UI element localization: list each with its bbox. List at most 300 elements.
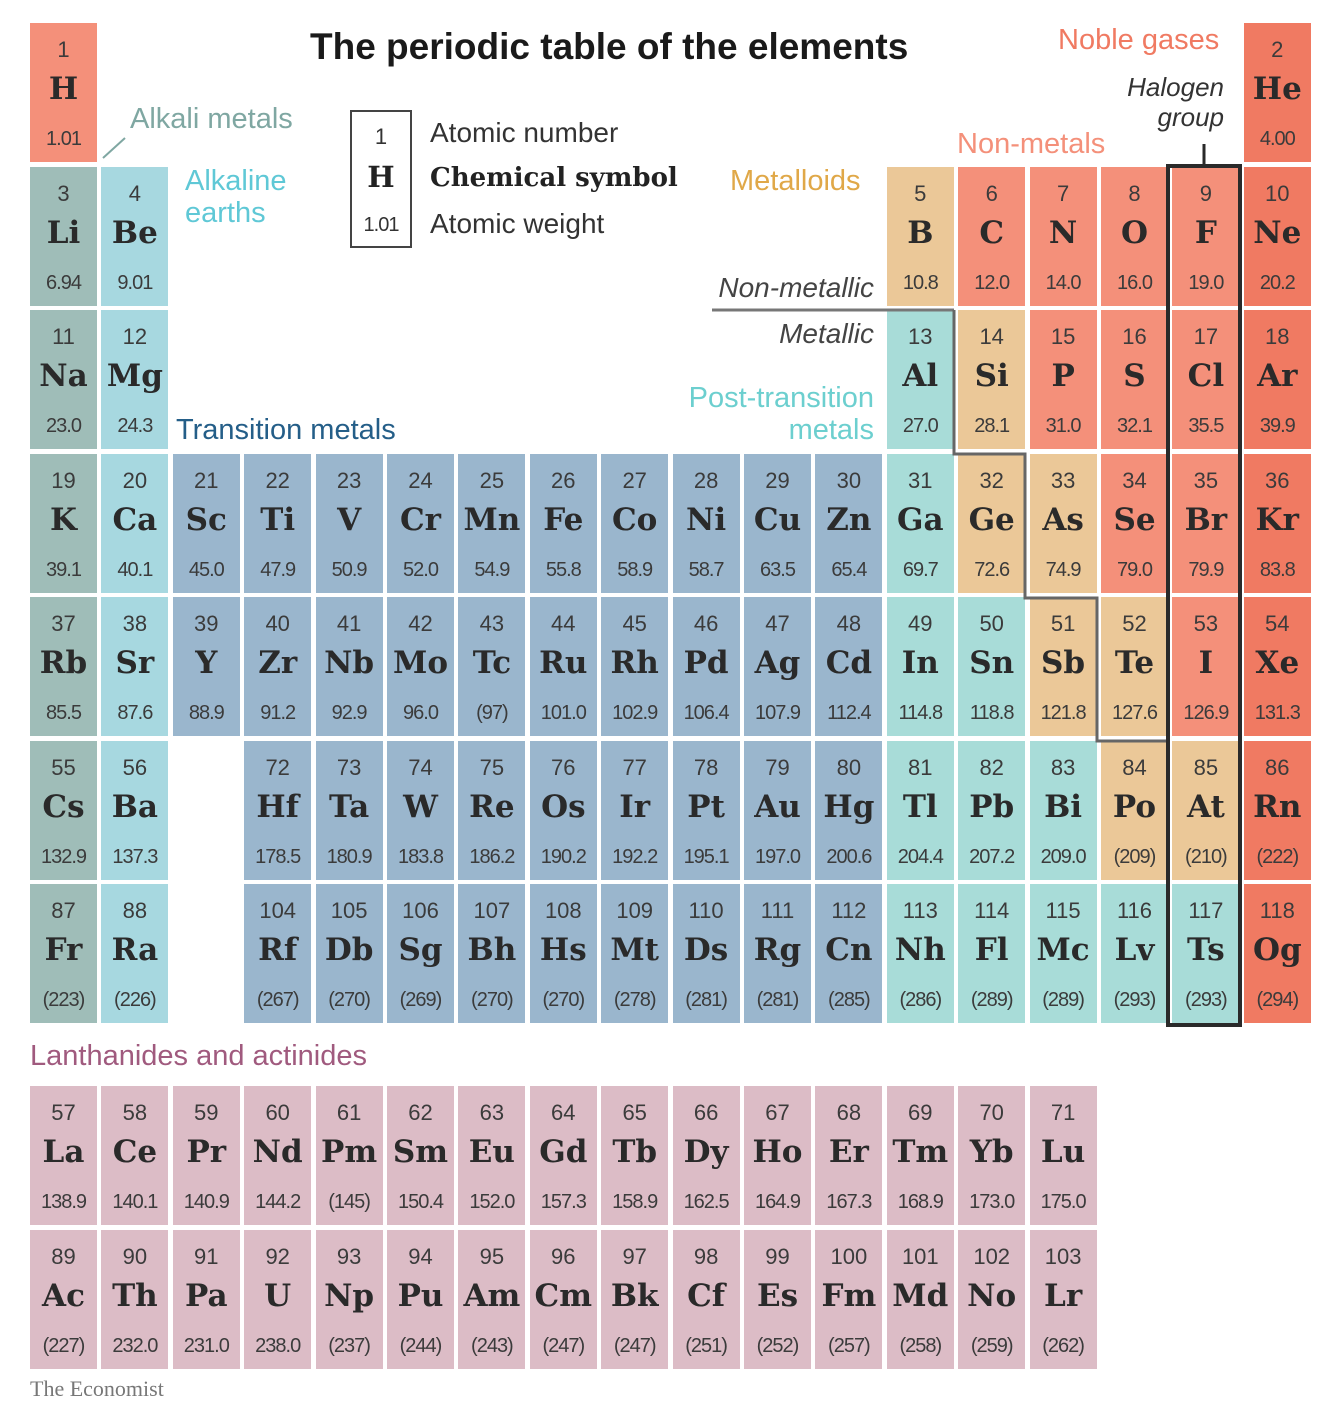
atomic-weight: 126.9: [1183, 702, 1229, 724]
atomic-number: 65: [622, 1100, 647, 1125]
element-cell-pa: [173, 1230, 240, 1369]
post-transition-label-line2: metals: [788, 414, 874, 446]
chemical-symbol: Tl: [902, 788, 938, 825]
atomic-weight: (226): [114, 989, 156, 1011]
atomic-number: 19: [51, 467, 76, 493]
chemical-symbol: Sr: [115, 645, 155, 681]
element-cell-bk: [601, 1230, 668, 1369]
chemical-symbol: Mg: [106, 358, 163, 394]
atomic-weight: 58.9: [617, 558, 653, 581]
chemical-symbol: Eu: [468, 1134, 515, 1170]
element-cell-sn: [958, 597, 1025, 736]
chemical-symbol: Si: [974, 358, 1009, 394]
atomic-number: 78: [693, 754, 719, 780]
atomic-weight: 91.2: [260, 702, 296, 724]
atomic-weight: (243): [471, 1334, 513, 1357]
element-cell-ac: [30, 1230, 97, 1369]
element-cell-s: [1101, 310, 1168, 449]
atomic-number: 58: [122, 1100, 148, 1125]
element-cell-np: [316, 1230, 383, 1369]
element-cell-th: [101, 1230, 168, 1369]
atomic-weight: 138.9: [40, 1191, 87, 1213]
atomic-weight: 114.8: [898, 702, 943, 724]
atomic-number: 12: [122, 324, 148, 349]
chemical-symbol: K: [50, 501, 77, 538]
element-cell-cm: [530, 1230, 597, 1369]
element-cell-ho: [744, 1086, 811, 1225]
atomic-weight: 10.8: [902, 271, 938, 294]
atomic-weight: 39.9: [1259, 415, 1295, 437]
atomic-weight: 27.0: [902, 415, 938, 437]
chemical-symbol: Nh: [894, 932, 946, 968]
chemical-symbol: Ca: [112, 501, 158, 538]
atomic-number: 71: [1050, 1100, 1076, 1125]
atomic-weight: (293): [1113, 989, 1156, 1011]
atomic-number: 107: [473, 898, 511, 923]
element-cell-nh: [887, 884, 954, 1023]
atomic-weight: 87.6: [117, 702, 153, 724]
element-cell-h: [30, 23, 97, 162]
element-cell-si: [958, 310, 1025, 449]
element-cell-mt: [601, 884, 668, 1023]
element-cell-hg: [815, 741, 882, 880]
atomic-weight: 28.1: [974, 415, 1010, 437]
element-cell-md: [887, 1230, 954, 1369]
chemical-symbol: Rg: [753, 932, 802, 968]
atomic-weight: 197.0: [754, 845, 801, 868]
chemical-symbol: C: [979, 214, 1005, 251]
atomic-weight: 20.2: [1259, 271, 1295, 294]
chemical-symbol: Mo: [393, 645, 448, 681]
element-cell-tb: [601, 1086, 668, 1225]
chemical-symbol: Pu: [397, 1277, 444, 1314]
chemical-symbol: Np: [324, 1277, 375, 1314]
chemical-symbol: Gd: [539, 1134, 588, 1170]
element-cell-os: [530, 741, 597, 880]
atomic-number: 75: [479, 754, 505, 780]
element-cell-al: [887, 310, 954, 449]
atomic-number: 93: [336, 1243, 362, 1269]
atomic-number: 82: [979, 754, 1004, 780]
atomic-weight: 209.0: [1040, 845, 1086, 868]
atomic-number: 72: [265, 754, 290, 780]
atomic-number: 76: [551, 754, 576, 780]
element-cell-er: [815, 1086, 882, 1225]
atomic-number: 87: [51, 898, 76, 923]
chemical-symbol: N: [1048, 214, 1078, 251]
atomic-number: 112: [831, 898, 867, 923]
atomic-weight: 54.9: [474, 558, 510, 581]
non-metals-label: Non-metals: [957, 128, 1106, 160]
atomic-number: 102: [973, 1243, 1011, 1269]
chemical-symbol: Sn: [969, 645, 1015, 681]
chemical-symbol: Sb: [1041, 645, 1086, 681]
element-cell-f: [1172, 167, 1239, 306]
atomic-number: 4: [128, 180, 142, 206]
element-cell-se: [1101, 454, 1168, 593]
element-cell-yb: [958, 1086, 1025, 1225]
chemical-symbol: Ti: [260, 501, 296, 538]
element-cell-ti: [244, 454, 311, 593]
atomic-weight: 132.9: [40, 845, 87, 868]
atomic-weight: 112.4: [827, 702, 871, 724]
chemical-symbol: Sm: [392, 1134, 449, 1170]
atomic-weight: 16.0: [1117, 271, 1152, 294]
atomic-weight: (285): [828, 989, 870, 1011]
atomic-number: 90: [122, 1243, 148, 1269]
atomic-weight: (278): [613, 989, 656, 1011]
atomic-number: 103: [1044, 1243, 1082, 1269]
element-cell-cu: [744, 454, 811, 593]
element-cell-ra: [101, 884, 168, 1023]
element-cell-lv: [1101, 884, 1168, 1023]
atomic-number: 13: [908, 324, 933, 349]
element-cell-ag: [744, 597, 811, 736]
atomic-number: 110: [688, 898, 724, 923]
element-cell-u: [244, 1230, 311, 1369]
atomic-weight: (244): [399, 1334, 442, 1357]
atomic-number: 45: [622, 611, 647, 636]
atomic-number: 52: [1122, 611, 1147, 636]
atomic-number: 38: [122, 611, 148, 636]
element-cell-ir: [601, 741, 668, 880]
chemical-symbol: Cl: [1187, 358, 1225, 394]
atomic-weight: 101.0: [540, 702, 586, 724]
element-cell-fm: [815, 1230, 882, 1369]
atomic-number: 109: [616, 898, 654, 923]
atomic-number: 30: [836, 467, 862, 493]
chemical-symbol: Sc: [185, 501, 227, 538]
chemical-symbol: Ts: [1187, 932, 1225, 968]
atomic-weight: 83.8: [1259, 558, 1295, 581]
chemical-symbol: At: [1186, 788, 1225, 825]
chemical-symbol: Ne: [1253, 214, 1302, 251]
element-cell-mo: [387, 597, 454, 736]
element-cell-lu: [1030, 1086, 1097, 1225]
atomic-number: 105: [330, 898, 368, 923]
atomic-number: 62: [408, 1100, 433, 1125]
atomic-weight: 140.9: [183, 1191, 229, 1213]
legend-key-box: [350, 110, 412, 248]
atomic-number: 14: [979, 324, 1004, 349]
atomic-weight: 63.5: [760, 558, 795, 581]
atomic-number: 29: [765, 467, 790, 493]
atomic-weight: (262): [1042, 1334, 1084, 1357]
chemical-symbol: Cs: [42, 788, 85, 825]
atomic-number: 86: [1265, 754, 1290, 780]
element-cell-cd: [815, 597, 882, 736]
element-cell-dy: [673, 1086, 740, 1225]
chemical-symbol: Rb: [39, 645, 88, 681]
legend-atomic-weight-label: Atomic weight: [430, 208, 605, 239]
atomic-weight: 238.0: [255, 1334, 301, 1357]
element-cell-ds: [673, 884, 740, 1023]
element-cell-sr: [101, 597, 168, 736]
atomic-number: 39: [194, 611, 219, 636]
atomic-weight: 102.9: [612, 702, 658, 724]
element-cell-p: [1030, 310, 1097, 449]
chemical-symbol: Ar: [1257, 358, 1298, 394]
atomic-number: 21: [194, 467, 219, 493]
element-cell-rb: [30, 597, 97, 736]
atomic-weight: 74.9: [1045, 558, 1081, 581]
atomic-number: 70: [979, 1100, 1004, 1125]
atomic-weight: 85.5: [46, 702, 81, 724]
atomic-number: 6: [985, 180, 998, 206]
element-cell-am: [458, 1230, 525, 1369]
chemical-symbol: Ba: [111, 788, 159, 825]
chemical-symbol: F: [1194, 214, 1217, 251]
element-cell-cs: [30, 741, 97, 880]
element-cell-sm: [387, 1086, 454, 1225]
atomic-weight: 231.0: [183, 1334, 229, 1357]
atomic-number: 60: [265, 1100, 290, 1125]
atomic-number: 106: [402, 898, 439, 923]
chemical-symbol: Mt: [610, 932, 659, 968]
chemical-symbol: Ac: [42, 1277, 85, 1314]
element-cell-na: [30, 310, 97, 449]
chemical-symbol: Er: [828, 1134, 869, 1170]
atomic-number: 89: [51, 1243, 76, 1269]
chemical-symbol: Sg: [398, 932, 443, 968]
element-cell-w: [387, 741, 454, 880]
chemical-symbol: Ag: [754, 645, 801, 681]
atomic-number: 91: [194, 1243, 219, 1269]
atomic-weight: 19.0: [1188, 271, 1224, 294]
element-cell-tl: [887, 741, 954, 880]
element-cell-bi: [1030, 741, 1097, 880]
chemical-symbol: Ho: [752, 1134, 803, 1170]
legend-atomic-number-label: Atomic number: [430, 117, 619, 148]
atomic-number: 73: [336, 754, 362, 780]
atomic-number: 94: [408, 1243, 433, 1269]
chemical-symbol: Fl: [974, 932, 1009, 968]
atomic-weight: (223): [42, 989, 85, 1011]
element-cell-re: [458, 741, 525, 880]
chemical-symbol: Cm: [534, 1277, 593, 1314]
element-cell-be: [101, 167, 168, 306]
element-cell-pb: [958, 741, 1025, 880]
chemical-symbol: Hg: [823, 788, 875, 825]
element-cell-o: [1101, 167, 1168, 306]
element-cell-hf: [244, 741, 311, 880]
element-cell-pu: [387, 1230, 454, 1369]
atomic-number: 96: [551, 1243, 576, 1269]
chemical-symbol: Bk: [610, 1277, 659, 1314]
atomic-number: 37: [51, 611, 76, 636]
atomic-number: 24: [408, 467, 433, 493]
element-cell-bh: [458, 884, 525, 1023]
alkaline-earths-label-line1: Alkaline: [185, 165, 287, 197]
noble-gases-label: Noble gases: [1058, 24, 1220, 56]
chemical-symbol: Os: [541, 788, 586, 825]
atomic-weight: (289): [970, 989, 1013, 1011]
element-cell-og: [1244, 884, 1311, 1023]
element-cell-rn: [1244, 741, 1311, 880]
atomic-weight: (269): [399, 989, 442, 1011]
chemical-symbol: Na: [39, 358, 88, 394]
chemical-symbol: Bi: [1044, 788, 1083, 825]
atomic-weight: 32.1: [1117, 415, 1152, 437]
atomic-number: 1: [57, 37, 70, 62]
element-cell-no: [958, 1230, 1025, 1369]
element-cell-k: [30, 454, 97, 593]
atomic-weight: 118.8: [969, 702, 1014, 724]
source-credit: The Economist: [30, 1376, 164, 1401]
chemical-symbol: Kr: [1255, 501, 1299, 538]
element-cell-ca: [101, 454, 168, 593]
chemical-symbol: I: [1198, 645, 1214, 681]
atomic-number: 79: [765, 754, 790, 780]
atomic-weight: 180.9: [326, 845, 372, 868]
atomic-weight: (281): [756, 989, 799, 1011]
chemical-symbol: No: [967, 1277, 1017, 1314]
transition-metals-label: Transition metals: [176, 414, 396, 446]
atomic-weight: (247): [613, 1334, 656, 1357]
element-cell-db: [316, 884, 383, 1023]
element-cell-po: [1101, 741, 1168, 880]
element-cell-v: [316, 454, 383, 593]
atomic-number: 100: [830, 1243, 868, 1269]
atomic-weight: 157.3: [540, 1191, 586, 1213]
atomic-number: 42: [408, 611, 433, 636]
atomic-weight: 58.7: [688, 558, 724, 581]
chemical-symbol: As: [1042, 501, 1084, 538]
atomic-weight: 192.2: [612, 845, 658, 868]
chemical-symbol: Nb: [324, 645, 375, 681]
atomic-weight: 96.0: [403, 702, 438, 724]
atomic-weight: 35.5: [1188, 415, 1224, 437]
atomic-number: 99: [765, 1243, 790, 1269]
halogen-label-line2: group: [1157, 102, 1224, 132]
atomic-weight: 47.9: [260, 558, 296, 581]
element-cell-eu: [458, 1086, 525, 1225]
atomic-number: 31: [908, 467, 933, 493]
atomic-weight: 55.8: [545, 558, 581, 581]
atomic-weight: 52.0: [403, 558, 438, 581]
chemical-symbol: Cd: [825, 645, 873, 681]
chemical-symbol: Rf: [258, 932, 298, 968]
atomic-weight: 72.6: [974, 558, 1010, 581]
element-cell-ge: [958, 454, 1025, 593]
element-cell-zr: [244, 597, 311, 736]
element-cell-xe: [1244, 597, 1311, 736]
atomic-weight: (270): [471, 989, 513, 1011]
chemical-symbol: Am: [463, 1277, 521, 1314]
element-cell-kr: [1244, 454, 1311, 593]
atomic-weight: 40.1: [117, 558, 153, 581]
atomic-number: 28: [693, 467, 719, 493]
chemical-symbol: Pm: [321, 1134, 378, 1170]
atomic-weight: 92.9: [331, 702, 367, 724]
atomic-number: 16: [1122, 324, 1147, 349]
atomic-number: 68: [836, 1100, 862, 1125]
chemical-symbol: Cu: [753, 501, 802, 538]
atomic-weight: (294): [1256, 989, 1299, 1011]
alkali-metals-label: Alkali metals: [130, 103, 293, 135]
chemical-symbol: Cr: [399, 501, 441, 538]
non-metallic-label: Non-metallic: [718, 272, 874, 303]
chemical-symbol: Zn: [826, 501, 872, 538]
atomic-number: 48: [836, 611, 862, 636]
atomic-weight: 121.8: [1040, 702, 1086, 724]
chemical-symbol: Es: [756, 1277, 799, 1314]
element-cell-y: [173, 597, 240, 736]
atomic-number: 59: [194, 1100, 219, 1125]
atomic-weight: (222): [1256, 845, 1299, 868]
element-cell-es: [744, 1230, 811, 1369]
atomic-weight: 1.01: [46, 128, 81, 150]
chemical-symbol: Fe: [543, 501, 584, 538]
atomic-number: 95: [479, 1243, 505, 1269]
chemical-symbol: Mc: [1036, 932, 1090, 968]
element-cell-mc: [1030, 884, 1097, 1023]
chemical-symbol: Ni: [686, 501, 727, 538]
element-cell-rf: [244, 884, 311, 1023]
atomic-number: 92: [265, 1243, 290, 1269]
chemical-symbol: Ga: [897, 501, 944, 538]
chemical-symbol: Pa: [185, 1277, 228, 1314]
element-cell-he: [1244, 23, 1311, 162]
chemical-symbol: Re: [469, 788, 515, 825]
atomic-weight: 79.9: [1188, 558, 1224, 581]
chemical-symbol: O: [1120, 214, 1148, 251]
atomic-weight: (210): [1185, 845, 1227, 868]
element-cell-br: [1172, 454, 1239, 593]
atomic-number: 8: [1128, 180, 1141, 206]
chemical-symbol: Ds: [683, 932, 729, 968]
atomic-number: 35: [1193, 467, 1219, 493]
element-cell-ga: [887, 454, 954, 593]
atomic-number: 22: [265, 467, 290, 493]
chemical-symbol: Ra: [111, 932, 159, 968]
atomic-weight: 140.1: [112, 1191, 158, 1213]
element-cell-zn: [815, 454, 882, 593]
atomic-weight: (270): [542, 989, 585, 1011]
atomic-weight: 162.5: [683, 1191, 729, 1213]
atomic-number: 101: [901, 1243, 939, 1269]
atomic-number: 114: [974, 898, 1010, 923]
atomic-number: 53: [1193, 611, 1219, 636]
chemical-symbol: Yb: [969, 1134, 1014, 1170]
page-title: The periodic table of the elements: [310, 26, 909, 67]
element-cell-rh: [601, 597, 668, 736]
chemical-symbol: Lu: [1040, 1134, 1086, 1170]
atomic-weight: 207.2: [969, 845, 1015, 868]
atomic-number: 85: [1193, 754, 1219, 780]
legend-key-number: 1: [374, 124, 388, 149]
atomic-number: 118: [1259, 898, 1295, 923]
chemical-symbol: Al: [902, 358, 939, 394]
element-cell-fl: [958, 884, 1025, 1023]
element-cell-ba: [101, 741, 168, 880]
legend-key-weight: 1.01: [363, 214, 399, 236]
chemical-symbol: Cn: [825, 932, 873, 968]
legend-key-symbol: H: [367, 160, 395, 194]
chemical-symbol: Mn: [463, 501, 521, 538]
atomic-weight: 39.1: [46, 558, 81, 581]
chemical-symbol: Og: [1252, 932, 1302, 968]
atomic-number: 81: [908, 754, 933, 780]
atomic-number: 57: [51, 1100, 76, 1125]
element-cell-i: [1172, 597, 1239, 736]
chemical-symbol: Ta: [328, 788, 370, 825]
chemical-symbol: Hs: [539, 932, 587, 968]
atomic-weight: (267): [256, 989, 299, 1011]
element-cell-sg: [387, 884, 454, 1023]
atomic-number: 98: [693, 1243, 719, 1269]
atomic-weight: 24.3: [117, 415, 153, 437]
